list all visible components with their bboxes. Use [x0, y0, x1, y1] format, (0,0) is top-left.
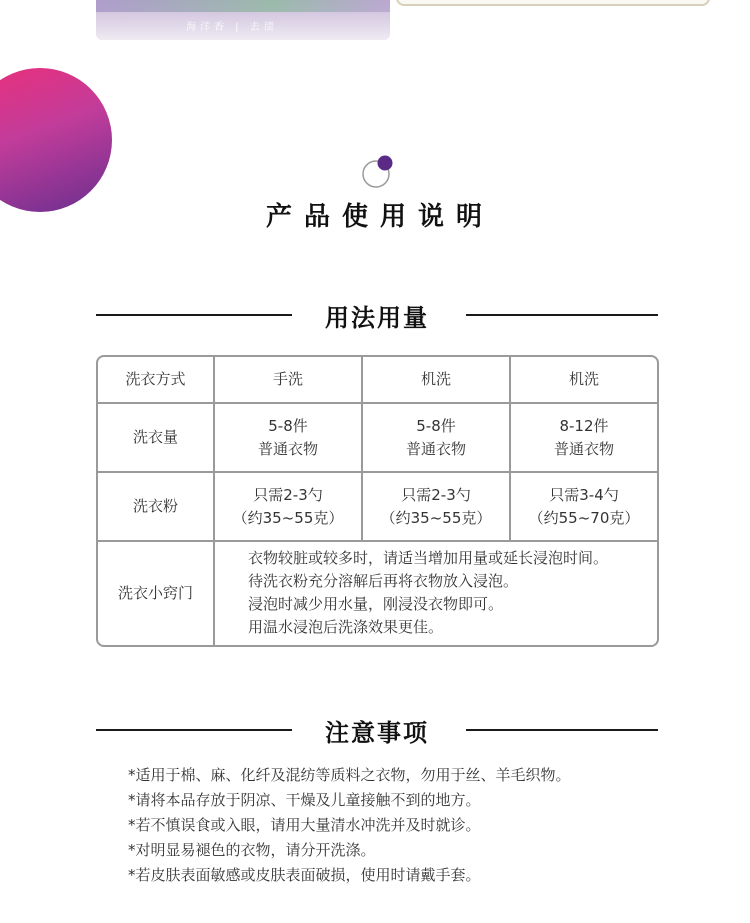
- tip-item: 浸泡时减少用水量，刚浸没衣物即可。: [248, 595, 504, 613]
- table-header-cell: 机洗: [568, 370, 599, 388]
- note-item: *适用于棉、麻、化纤及混纺等质料之衣物，勿用于丝、羊毛织物。: [128, 766, 571, 784]
- usage-heading-label: 用法用量: [325, 304, 429, 332]
- table-cell: [215, 473, 361, 540]
- section-circle-icon: [361, 155, 395, 189]
- notes-heading-label: 注意事项: [325, 719, 429, 747]
- table-cell: [363, 404, 509, 471]
- heading-line-right: [466, 729, 658, 731]
- heading-line-right: [466, 314, 658, 316]
- row-label-powder: 洗衣粉: [132, 497, 178, 515]
- note-item: *对明显易褪色的衣物，请分开洗涤。: [128, 841, 376, 859]
- note-item: *请将本品存放于阴凉、干燥及儿童接触不到的地方。: [128, 791, 481, 809]
- tip-item: 用温水浸泡后洗涤效果更佳。: [248, 618, 444, 636]
- cell-line: （约35~55克）: [232, 508, 344, 527]
- table-header-cell: 洗衣方式: [125, 370, 186, 388]
- table-cell: [511, 473, 657, 540]
- row-label-tips: 洗衣小窍门: [117, 584, 193, 602]
- cell-line: 只需3-4勺: [549, 485, 619, 504]
- tip-item: 衣物较脏或较多时，请适当增加用量或延长浸泡时间。: [248, 549, 609, 567]
- table-header-cell: 机洗: [420, 370, 451, 388]
- cell-line: 5-8件: [268, 416, 308, 435]
- note-item: *若不慎误食或入眼，请用大量清水冲洗并及时就诊。: [128, 816, 481, 834]
- usage-table: [96, 355, 659, 647]
- table-cell: [215, 404, 361, 471]
- tips-list: [248, 547, 659, 639]
- table-cell: [363, 473, 509, 540]
- decorative-circle: [0, 68, 112, 212]
- photo-stripe: [96, 0, 390, 12]
- product-card-edge: [396, 0, 710, 6]
- notes-list: [128, 763, 571, 888]
- table-cell: [511, 404, 657, 471]
- cell-line: 5-8件: [416, 416, 456, 435]
- cell-line: （约55~70克）: [528, 508, 640, 527]
- note-item: *若皮肤表面敏感或皮肤表面破损，使用时请戴手套。: [128, 866, 481, 884]
- product-photo: [96, 0, 390, 40]
- row-label-amount: 洗衣量: [132, 428, 178, 446]
- cell-line: 只需2-3勺: [253, 485, 323, 504]
- usage-heading: [96, 298, 658, 332]
- cell-line: 普通衣物: [405, 439, 466, 458]
- tip-item: 待洗衣粉充分溶解后再将衣物放入浸泡。: [248, 572, 519, 590]
- table-header-cell: 手洗: [272, 370, 303, 388]
- notes-heading: [96, 713, 658, 747]
- cell-line: 普通衣物: [257, 439, 318, 458]
- cell-line: （约35~55克）: [380, 508, 492, 527]
- page-title: 产品使用说明: [265, 202, 494, 232]
- cell-line: 普通衣物: [553, 439, 614, 458]
- cell-line: 8-12件: [559, 416, 609, 435]
- cell-line: 只需2-3勺: [401, 485, 471, 504]
- photo-caption: 海洋香 | 去渍: [186, 22, 278, 33]
